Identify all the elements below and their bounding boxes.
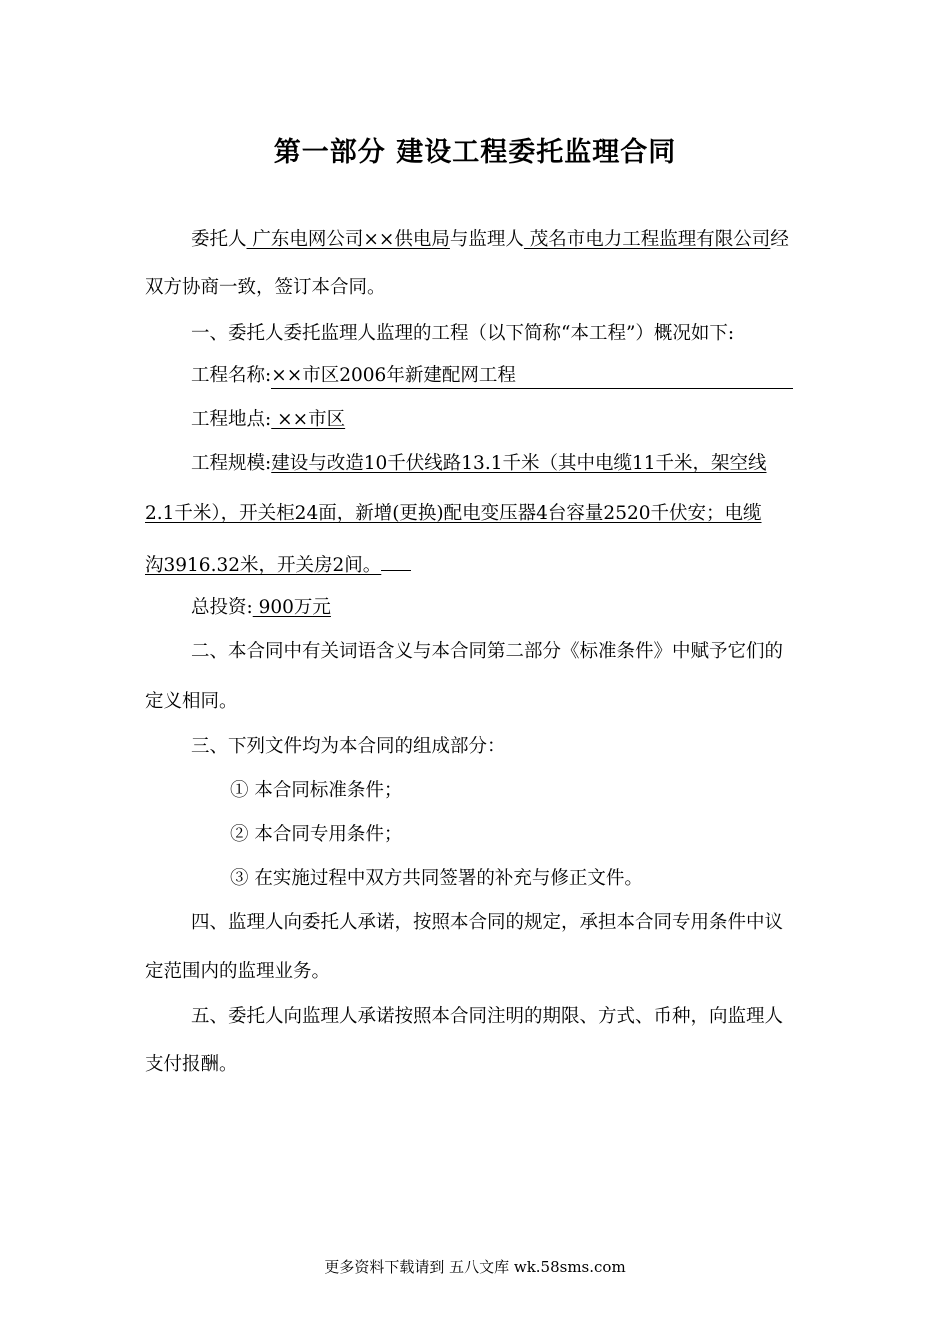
- intro-text-3: 经: [770, 229, 789, 250]
- intro-text-1: 委托人: [191, 229, 247, 250]
- project-location-value: ××市区: [271, 409, 346, 430]
- section-2-line-1: 二、本合同中有关词语含义与本合同第二部分《标准条件》中赋予它们的: [191, 641, 784, 662]
- section-2-line-2: 定义相同。: [145, 691, 238, 712]
- project-scale-label: 工程规模:: [191, 453, 272, 474]
- project-scale-line-3-row: [145, 552, 810, 578]
- intro-text-2: 与监理人: [449, 229, 524, 250]
- section-4-line-2: 定范围内的监理业务。: [145, 961, 331, 982]
- section-3-heading: 三、下列文件均为本合同的组成部分：: [191, 736, 506, 757]
- intro-line-1: [191, 228, 811, 252]
- section-3-item-2: ② 本合同专用条件；: [230, 824, 403, 845]
- project-name-row: [191, 364, 811, 389]
- project-name-value: ××市区2006年新建配网工程: [271, 364, 793, 389]
- project-scale-line-1: 建设与改造10千伏线路13.1千米（其中电缆11千米，架空线: [271, 453, 767, 474]
- underline-fill: [381, 552, 411, 571]
- project-location-label: 工程地点:: [191, 409, 272, 430]
- client-name: 广东电网公司××供电局: [246, 229, 450, 250]
- project-scale-line-2: 2.1千米），开关柜24面，新增(更换)配电变压器4台容量2520千伏安；电缆: [145, 503, 762, 524]
- investment-label: 总投资:: [191, 597, 253, 618]
- investment-value: 900万元: [252, 597, 331, 618]
- supervisor-name: 茂名市电力工程监理有限公司: [523, 229, 771, 250]
- section-1-heading: 一、委托人委托监理人监理的工程（以下简称“本工程”）概况如下:: [191, 323, 735, 344]
- project-scale-line-2-row: [145, 502, 810, 526]
- investment-row: [191, 596, 811, 620]
- project-scale-line-3: 沟3916.32米，开关房2间。: [145, 555, 382, 576]
- section-4-line-1: 四、监理人向委托人承诺，按照本合同的规定，承担本合同专用条件中议: [191, 912, 784, 933]
- project-location-row: [191, 408, 811, 432]
- footer-download-note: 更多资料下载请到 五八文库 wk.58sms.com: [324, 1258, 626, 1276]
- section-3-item-3: ③ 在实施过程中双方共同签署的补充与修正文件。: [230, 868, 643, 889]
- section-5-line-1: 五、委托人向监理人承诺按照本合同注明的期限、方式、币种，向监理人: [191, 1006, 784, 1027]
- intro-line-2: 双方协商一致，签订本合同。: [145, 277, 386, 298]
- page-title: 第一部分 建设工程委托监理合同: [273, 137, 677, 168]
- project-scale-row: [191, 452, 811, 476]
- section-3-item-1: ① 本合同标准条件；: [230, 780, 403, 801]
- project-name-label: 工程名称:: [191, 365, 272, 386]
- section-5-line-2: 支付报酬。: [145, 1054, 238, 1075]
